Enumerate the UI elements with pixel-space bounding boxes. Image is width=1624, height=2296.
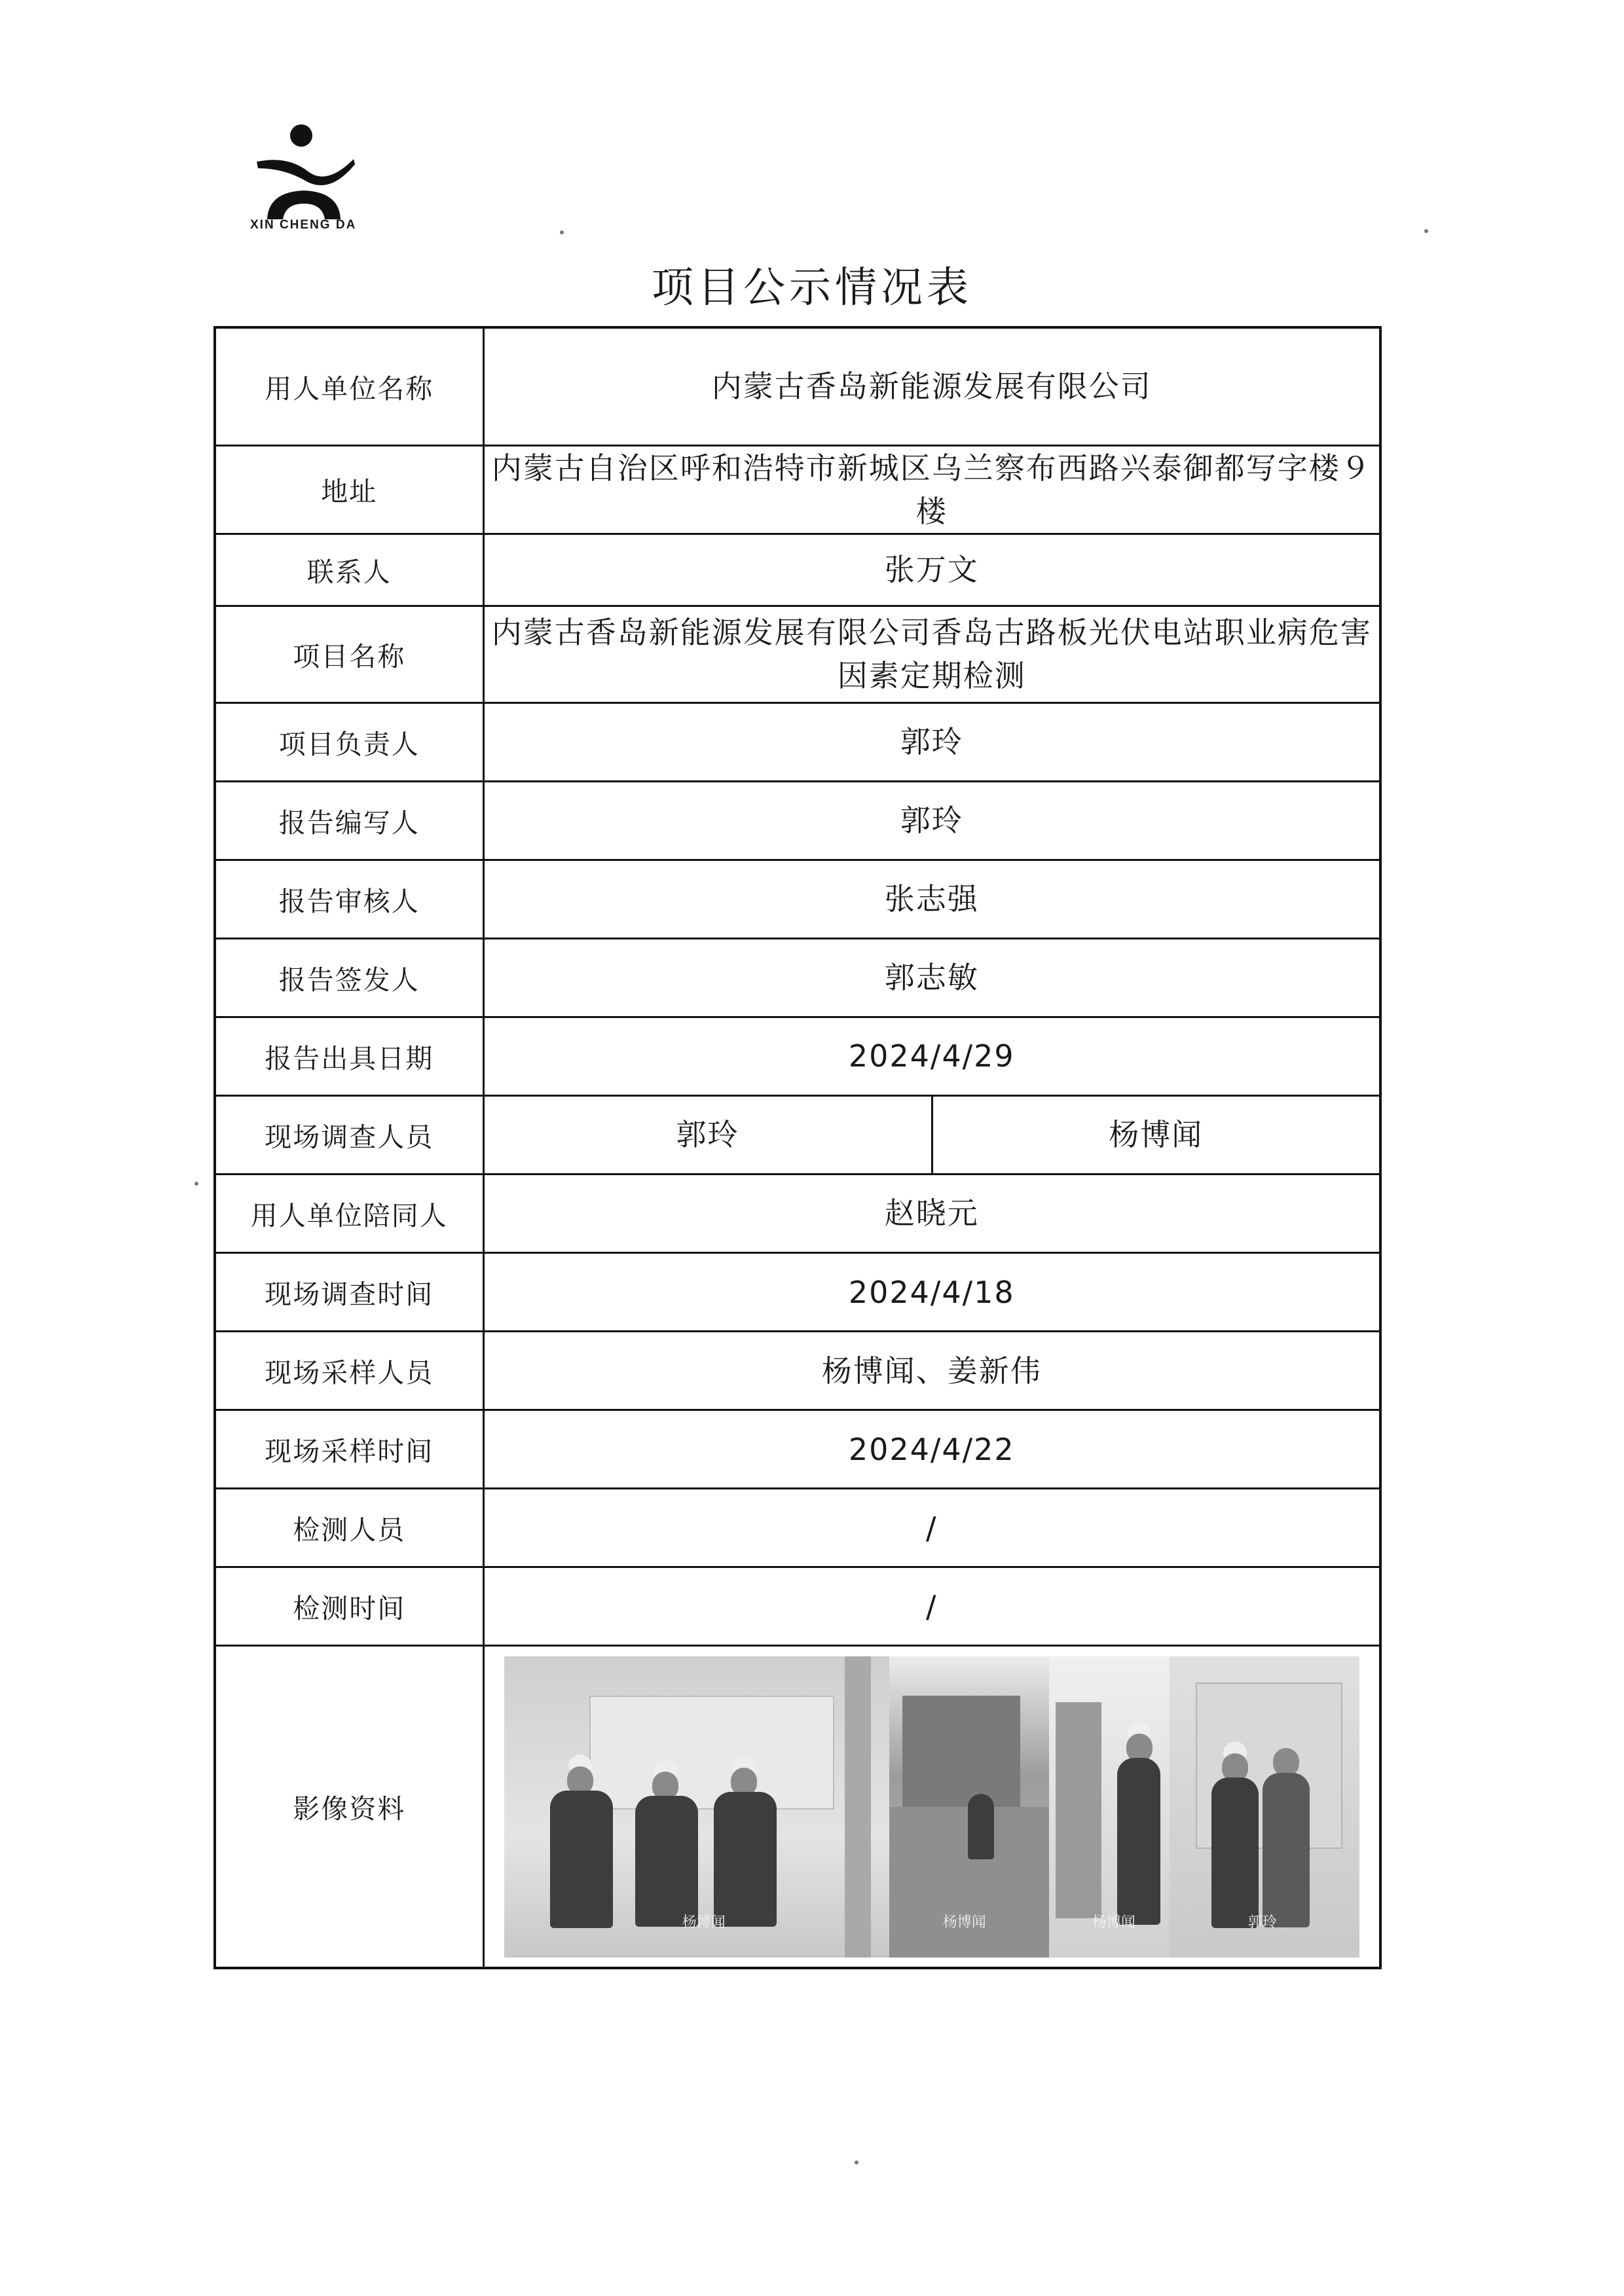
scan-speck: [855, 2160, 858, 2164]
site-photos: [504, 1656, 1359, 1958]
report-writer: 郭玲: [483, 781, 1380, 860]
survey-person-2: 杨博闻: [932, 1095, 1380, 1174]
sampling-date: 2024/4/22: [483, 1410, 1380, 1489]
photo-caption: 杨博闻: [1092, 1914, 1135, 1931]
info-table: [213, 326, 1382, 1969]
row-label: 用人单位名称: [215, 327, 483, 445]
photo-caption: 郭玲: [1247, 1914, 1277, 1931]
site-photo-2: [889, 1656, 1049, 1958]
scan-speck: [560, 230, 564, 234]
table-row: [215, 1410, 1380, 1489]
table-row: [215, 1489, 1380, 1567]
row-label: 地址: [215, 445, 483, 534]
row-label: 现场采样人员: [215, 1332, 483, 1410]
site-photo-1: [504, 1656, 889, 1958]
table-row: [215, 702, 1380, 781]
photo-cell: [483, 1646, 1380, 1968]
photo-caption: 杨博闻: [682, 1914, 726, 1931]
row-label: 报告编写人: [215, 781, 483, 860]
row-label: 现场采样时间: [215, 1410, 483, 1489]
survey-person-1: 郭玲: [483, 1095, 932, 1174]
project-lead: 郭玲: [483, 702, 1380, 781]
address: 内蒙古自治区呼和浩特市新城区乌兰察布西路兴泰御都写字楼９楼: [483, 445, 1380, 534]
table-row: [215, 534, 1380, 606]
table-row: [215, 938, 1380, 1017]
table-row: [215, 1017, 1380, 1095]
page-title: 项目公示情况表: [652, 264, 972, 312]
employer-name: 内蒙古香岛新能源发展有限公司: [483, 327, 1380, 445]
photo-caption: 杨博闻: [942, 1914, 986, 1931]
row-label: 项目名称: [215, 606, 483, 702]
row-label: 联系人: [215, 534, 483, 606]
report-reviewer: 张志强: [483, 860, 1380, 938]
project-name: 内蒙古香岛新能源发展有限公司香岛古路板光伏电站职业病危害因素定期检测: [483, 606, 1380, 702]
table-row: [215, 1332, 1380, 1410]
row-label: 检测人员: [215, 1489, 483, 1567]
testing-persons: /: [483, 1489, 1380, 1567]
testing-date: /: [483, 1567, 1380, 1646]
table-row: [215, 606, 1380, 702]
survey-date: 2024/4/18: [483, 1253, 1380, 1332]
table-row: [215, 1174, 1380, 1252]
row-label: 现场调查时间: [215, 1253, 483, 1332]
report-date: 2024/4/29: [483, 1017, 1380, 1095]
row-label: 影像资料: [215, 1646, 483, 1968]
contact-person: 张万文: [483, 534, 1380, 606]
table-row: [215, 1095, 1380, 1174]
sampling-persons: 杨博闻、姜新伟: [483, 1332, 1380, 1410]
row-label: 项目负责人: [215, 702, 483, 781]
table-row: [215, 327, 1380, 445]
row-label: 现场调查人员: [215, 1095, 483, 1174]
scan-speck: [194, 1182, 198, 1186]
row-label: 用人单位陪同人: [215, 1174, 483, 1252]
table-row: [215, 1646, 1380, 1968]
row-label: 检测时间: [215, 1567, 483, 1646]
site-photo-4: [1170, 1656, 1359, 1958]
table-row: [215, 860, 1380, 938]
row-label: 报告签发人: [215, 938, 483, 1017]
scan-speck: [1424, 229, 1428, 233]
table-row: [215, 445, 1380, 534]
report-issuer: 郭志敏: [483, 938, 1380, 1017]
employer-escort: 赵晓元: [483, 1174, 1380, 1252]
row-label: 报告审核人: [215, 860, 483, 938]
table-row: [215, 1253, 1380, 1332]
row-label: 报告出具日期: [215, 1017, 483, 1095]
logo-text: XIN CHENG DA: [250, 218, 357, 232]
site-photo-3: [1049, 1656, 1170, 1958]
table-row: [215, 781, 1380, 860]
table-row: [215, 1567, 1380, 1646]
